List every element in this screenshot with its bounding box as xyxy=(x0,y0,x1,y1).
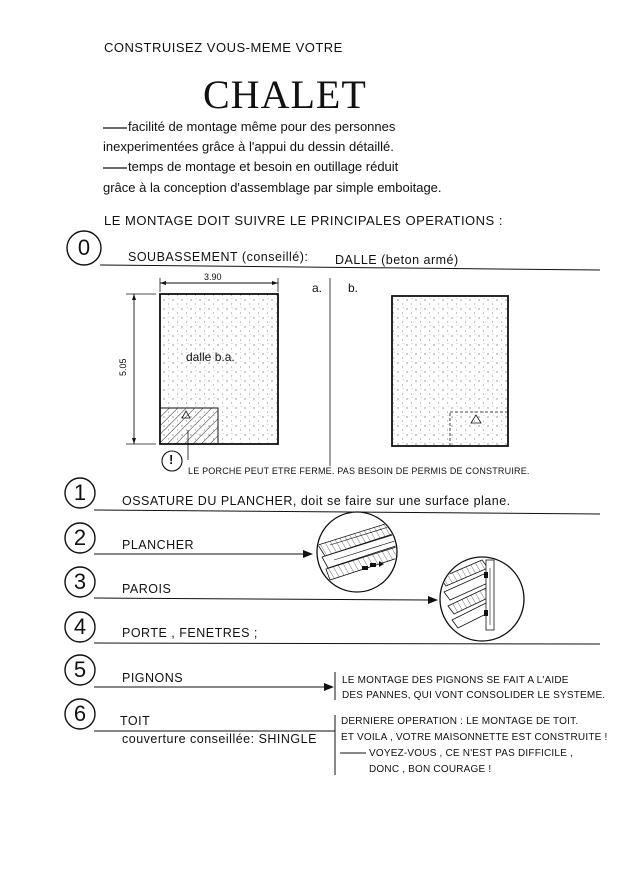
arrow-parois xyxy=(428,596,438,604)
step-label-5: PIGNONS xyxy=(122,671,184,685)
page-title: CHALET xyxy=(203,72,367,117)
option-b-label: b. xyxy=(348,281,359,295)
step-label-6: TOIT xyxy=(120,714,151,728)
step-label-0-right: DALLE (beton armé) xyxy=(335,253,459,267)
desc-line-4: grâce à la conception d'assemblage par simple emboitage. xyxy=(103,180,442,195)
step-number-2: 2 xyxy=(73,525,87,550)
step-label-3: PAROIS xyxy=(122,582,172,596)
step-number-5: 5 xyxy=(73,657,87,682)
dim-height-label: 5.05 xyxy=(118,358,128,376)
dim-width-label: 3.90 xyxy=(204,272,222,282)
step-underline-3 xyxy=(94,598,430,600)
note-pignons-2: DES PANNES, QUI VONT CONSOLIDER LE SYSTEME. xyxy=(342,690,606,701)
note-toit-4: DONC , BON COURAGE ! xyxy=(369,764,492,775)
note-toit-3: VOYEZ-VOUS , CE N'EST PAS DIFFICILE , xyxy=(369,748,573,759)
step-label-0: SOUBASSEMENT (conseillé): xyxy=(128,250,309,264)
arrow-plancher xyxy=(303,550,313,558)
note-toit-1: DERNIERE OPERATION : LE MONTAGE DE TOIT. xyxy=(341,716,579,727)
step-label-2: PLANCHER xyxy=(122,538,195,552)
step-number-4: 4 xyxy=(73,614,87,639)
arrow-pignons xyxy=(324,683,334,691)
warning-text: LE PORCHE PEUT ETRE FERME. PAS BESOIN DE PERMIS DE CONSTRUIRE. xyxy=(188,466,530,476)
step-number-3: 3 xyxy=(73,569,87,594)
option-a-label: a. xyxy=(312,281,323,295)
note-pignons-1: LE MONTAGE DES PIGNONS SE FAIT A L'AIDE xyxy=(342,675,569,686)
desc-line-3: temps de montage et besoin en outillage réduit xyxy=(128,159,399,174)
top-line: CONSTRUISEZ VOUS-MEME VOTRE xyxy=(104,40,343,55)
warning-mark: ! xyxy=(169,452,174,467)
step-label-4: PORTE , FENETRES ; xyxy=(122,626,258,640)
step-sublabel-6: couverture conseillée: SHINGLE xyxy=(122,732,317,746)
plancher-detail-illustration xyxy=(317,512,410,592)
porch-hatched xyxy=(160,408,218,444)
step-number-1: 1 xyxy=(73,480,87,505)
intro-text: LE MONTAGE DOIT SUIVRE LE PRINCIPALES OPERATIONS : xyxy=(104,213,503,228)
note-toit-2: ET VOILA , VOTRE MAISONNETTE EST CONSTRUITE ! xyxy=(341,732,608,743)
parois-detail-illustration xyxy=(440,557,524,641)
step-underline-4 xyxy=(94,643,600,644)
step-number-6: 6 xyxy=(73,701,87,726)
step-label-1: OSSATURE DU PLANCHER, doit se faire sur une surface plane. xyxy=(122,494,511,508)
step-number-0: 0 xyxy=(77,235,91,260)
slab-label: dalle b.a. xyxy=(186,350,235,364)
desc-line-2: inexperimentées grâce à l'appui du dessin détaillé. xyxy=(103,139,394,154)
desc-line-1: facilité de montage même pour des personnes xyxy=(128,119,396,134)
